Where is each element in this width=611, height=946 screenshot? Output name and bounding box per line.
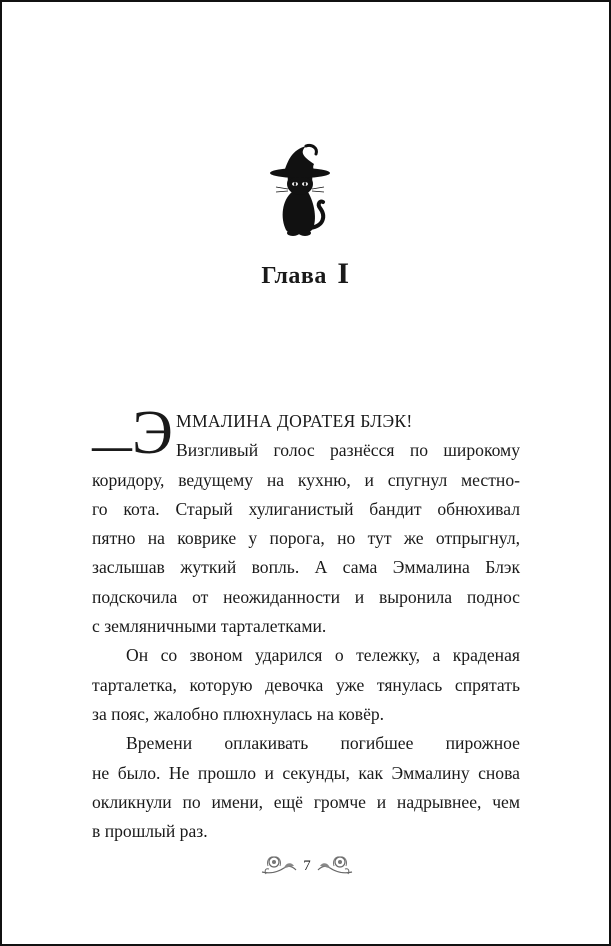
text-line: с земляничными тарталетками. [92, 616, 327, 637]
paragraph-1 [92, 436, 520, 641]
page-footer [2, 852, 609, 882]
text-line: Времени оплакивать погибшее пирожное [126, 733, 520, 754]
paragraph-3 [92, 729, 520, 846]
text-line: за пояс, жалобно плюхнулась на ковёр. [92, 703, 385, 724]
text-line: в прошлый раз. [92, 821, 208, 842]
body-text [92, 399, 520, 846]
text-line: Он со звоном ударился о тележку, а краденая [126, 645, 520, 666]
text-line: окликнули по имени, ещё громче и надрывнее, чем [92, 791, 520, 812]
text-line: подскочила от неожиданности и выронила поднос [92, 586, 520, 607]
text-line: не было. Не прошло и секунды, как Эммалину снова [92, 762, 520, 783]
text-line: Визгливый голос разнёсся по широкому [176, 440, 520, 461]
page-number: 7 [303, 858, 311, 874]
floral-ornament-icon [314, 852, 354, 880]
witch-hat-cat-icon [266, 142, 338, 238]
text-line: коридору, ведущему на кухню, и спугнул местно- [92, 469, 520, 490]
drop-cap: Э [132, 399, 173, 467]
text-line: пятно на коврике у порога, но тут же отпрыгнул, [92, 528, 520, 549]
text-line: тарталетка, которую девочка уже тянулась спрятать [92, 674, 520, 695]
chapter-numeral: I [337, 257, 350, 290]
text-line: го кота. Старый хулиганистый бандит обнюхивал [92, 498, 520, 519]
paragraph-2 [92, 641, 520, 729]
opening-caps: ММАЛИНА ДОРАТЕЯ БЛЭК! [176, 411, 413, 431]
dialogue-dash: — [92, 423, 132, 468]
chapter-word: Глава [261, 263, 327, 289]
chapter-heading [2, 257, 609, 291]
floral-ornament-icon [260, 852, 300, 880]
text-line: заслышав жуткий вопль. А сама Эммалина Блэк [92, 557, 520, 578]
